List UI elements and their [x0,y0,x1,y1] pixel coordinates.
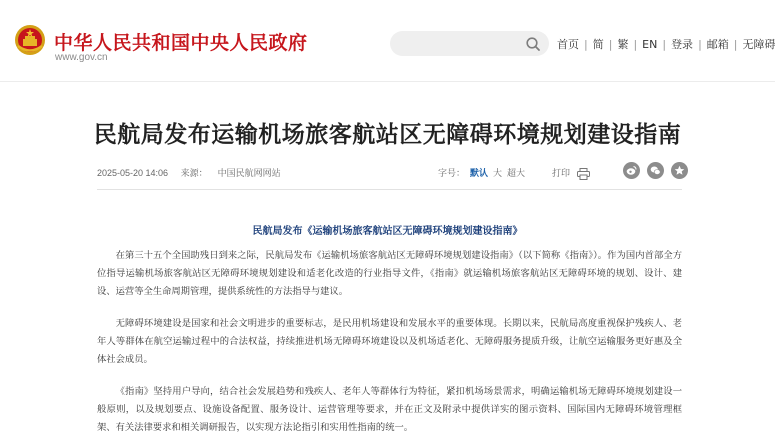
wechat-icon [650,165,661,176]
print-button[interactable] [552,166,590,180]
search-box[interactable] [390,31,549,56]
font-size-large[interactable]: 大 [493,168,503,178]
nav-login[interactable]: 登录 [671,38,694,51]
nav-accessibility[interactable]: 无障碍 [742,38,775,51]
paragraph: 在第三十五个全国助残日到来之际，民航局发布《运输机场旅客航站区无障碍环境规划建设指南》（以下简称《指南》）。作为国内首部全方位指导运输机场旅客航站区无障碍环境规划建设和适老化改造的行业指导文件，《指南》就运输机场旅客航站区无障碍环境的规划、设计、建设、运营等全生命周期管理，提供系统性的方法指导与建议。 [97,250,682,297]
favorite-button[interactable] [671,162,688,179]
source-label: 来源： [180,168,208,178]
nav-separator: | [662,37,667,51]
nav-simplified[interactable]: 简 [592,38,604,51]
site-header [0,0,775,82]
article-subtitle: 民航局发布《运输机场旅客航站区无障碍环境规划建设指南》 [252,226,523,237]
font-size-xlarge[interactable]: 超大 [507,168,526,178]
site-title[interactable]: 中华人民共和国中央人民政府 [54,32,308,54]
weibo-icon [626,165,637,176]
share-buttons [616,162,688,179]
article-meta [97,165,682,181]
site-url: www.gov.cn [55,52,108,63]
article-title: 民航局发布运输机场旅客航站区无障碍环境规划建设指南 [93,122,682,148]
paragraph: 《指南》坚持用户导向，结合社会发展趋势和残疾人、老年人等群体行为特征，紧扣机场场景需求，明确运输机场无障碍环境规划建设一般原则，以及规划要点、设施设备配置、服务设计、运营管理等要求，并在正文及附录中提供详实的图示资料、国际国内无障碍环境管理框架、有关法律要求和相关调研报告，以实现方法论指引和实用性指南的统一。 [97,386,682,433]
font-size-selector [438,166,525,179]
search-input[interactable] [390,31,520,56]
nav-traditional[interactable]: 繁 [617,38,629,51]
font-size-label: 字号： [438,168,466,178]
nav-separator: | [698,37,702,51]
national-emblem-icon[interactable] [14,24,46,56]
print-label: 打印 [552,168,571,178]
nav-separator: | [633,37,638,51]
article-body [97,247,682,436]
top-navigation [557,36,775,52]
nav-separator: | [608,37,613,51]
nav-separator: | [733,37,738,51]
nav-separator: | [584,37,588,51]
nav-mail[interactable]: 邮箱 [706,38,729,51]
publish-date: 2025-05-20 14:06 [97,168,169,178]
favorite-icon [674,165,685,176]
meta-divider [97,189,682,190]
nav-english[interactable]: EN [642,37,658,51]
nav-home[interactable]: 首页 [557,38,579,51]
source-name: 中国民航网网站 [217,168,281,178]
search-icon[interactable] [525,36,541,52]
font-size-default[interactable]: 默认 [470,168,489,178]
paragraph: 无障碍环境建设是国家和社会文明进步的重要标志，是民用机场建设和发展水平的重要体现。长期以来，民航局高度重视保护残疾人、老年人等群体在航空运输过程中的合法权益，持续推进机场无障碍环境建设以及机场适老化、无障碍服务提质升级，让航空运输服务更好惠及全体社会成员。 [97,318,682,365]
share-weibo-button[interactable] [623,162,640,179]
share-wechat-button[interactable] [647,162,664,179]
print-icon [577,168,590,180]
